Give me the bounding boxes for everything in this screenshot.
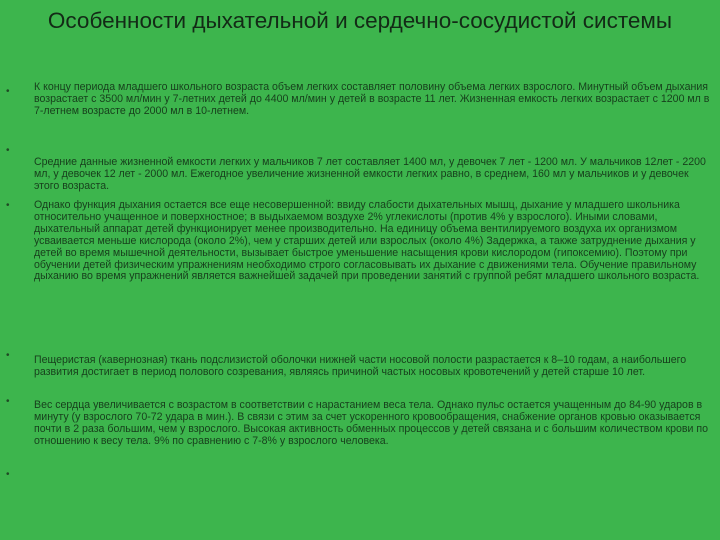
bullet-4: • xyxy=(6,350,10,361)
paragraph-lung-volume: К концу периода младшего школьного возраста объем легких составляет половину объема легких взрослого. Минутный объем дыхания возрастает с 3500 мл/мин у 7-летних детей до 4400 мл/мин у детей в возрасте 11 лет. Жизненная емкость легких возрастает с 1200 мл в 7-летнем возрасте до 2000 мл в 10-летнем. xyxy=(34,81,710,117)
bullet-6: • xyxy=(6,469,10,480)
bullet-1: • xyxy=(6,86,10,97)
paragraph-heart-weight: Вес сердца увеличивается с возрастом в соответствии с нарастанием веса тела. Однако пульс остается учащенным до 84-90 ударов в минуту (у взрослого 70-72 удара в мин.). В связи с этим за счет ускоренного кровообращения, снабжение органов кровью оказывается почти в 2 раза большим, чем у взрослого. Высокая активность обменных процессов у детей связана и с большим количеством крови по отношению к весу тела. 9% по сравнению с 7-8% у взрослого человека. xyxy=(34,399,708,447)
bullet-2: • xyxy=(6,145,10,156)
paragraph-breathing-function: Однако функция дыхания остается все еще несовершенной: ввиду слабости дыхательных мышц, дыхание у младшего школьника относительно учащенное и поверхностное; в выдыхаемом воздухе 2% углекислоты (против 4% у взрослого). Иными словами, дыхательный аппарат детей функционирует менее производительно. На единицу объема вентилируемого воздуха их организмом усваивается меньше кислорода (около 2%), чем у старших детей или взрослых (около 4%) Задержка, а также затруднение дыхания у детей во время мышечной деятельности, вызывает быстрое уменьшение насыщения крови кислородом (гипоксемию). Поэтому при обучении детей физическим упражнениям необходимо строго согласовывать их дыхание с движениями тела. Обучение правильному дыханию во время упражнений является важнейшей задачей при проведении занятий с группой ребят младшего школьного возраста. xyxy=(34,199,700,283)
slide-title: Особенности дыхательной и сердечно-сосудистой системы xyxy=(47,8,673,33)
paragraph-nasal-tissue: Пещеристая (кавернозная) ткань подслизистой оболочки нижней части носовой полости разрастается к 8–10 годам, а наибольшего развития достигает в период полового созревания, являясь причиной частых носовых кровотечений у детей старше 10 лет. xyxy=(34,354,687,378)
bullet-3: • xyxy=(6,200,10,211)
paragraph-vital-capacity: Средние данные жизненной емкости легких у мальчиков 7 лет составляет 1400 мл, у девочек 7 лет - 1200 мл. У мальчиков 12лет - 2200 мл, у девочек 12 лет - 2000 мл. Ежегодное увеличение жизненной емкости легких равно, в среднем, 160 мл у мальчиков и у девочек этого возраста. xyxy=(34,156,706,192)
bullet-5: • xyxy=(6,396,10,407)
